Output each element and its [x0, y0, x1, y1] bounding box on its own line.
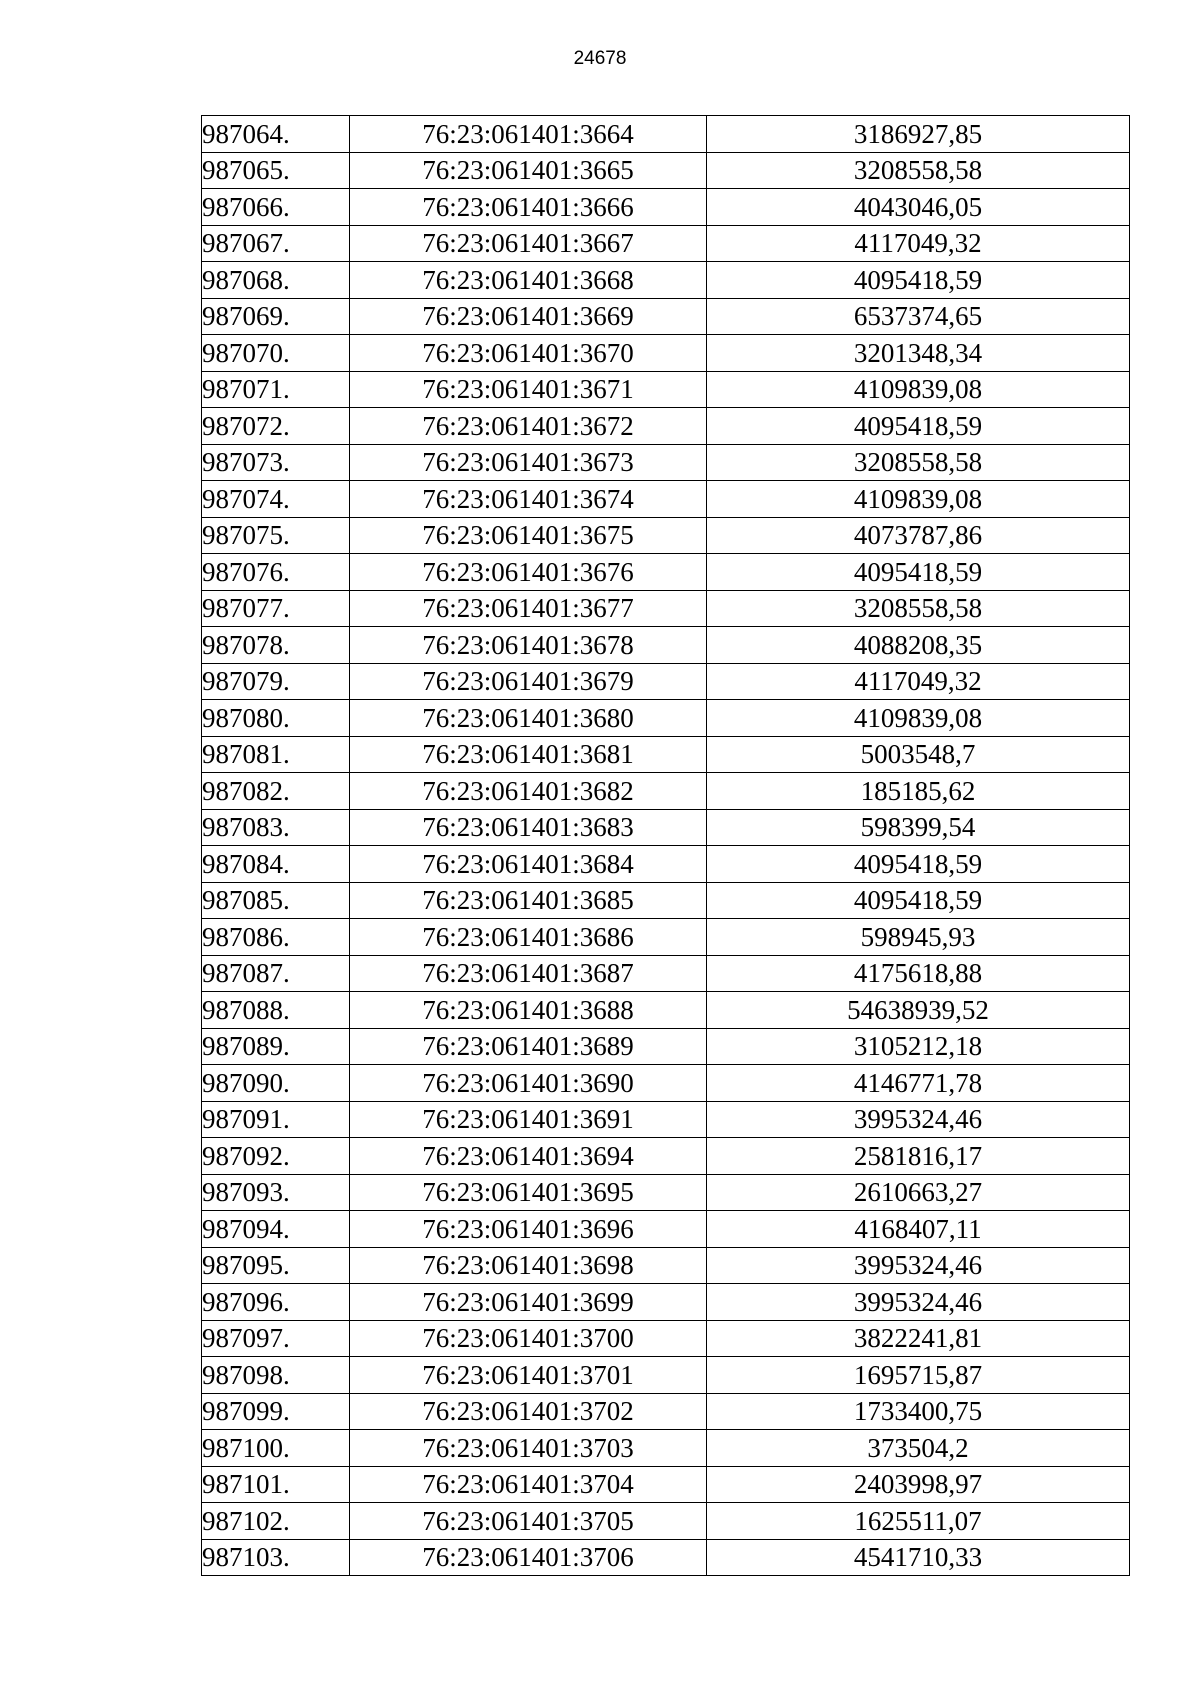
cadastral-value-cell: 1625511,07	[707, 1503, 1130, 1540]
row-number-cell: 987083.	[202, 809, 350, 846]
table-row	[202, 846, 1130, 883]
row-number-cell: 987101.	[202, 1466, 350, 1503]
row-number-cell: 987077.	[202, 590, 350, 627]
cadastral-value-cell: 4175618,88	[707, 955, 1130, 992]
row-number-cell: 987093.	[202, 1174, 350, 1211]
cadastral-number-cell: 76:23:061401:3702	[350, 1393, 707, 1430]
row-number-cell: 987103.	[202, 1539, 350, 1576]
cadastral-number-cell: 76:23:061401:3704	[350, 1466, 707, 1503]
row-number-cell: 987081.	[202, 736, 350, 773]
row-number-cell: 987097.	[202, 1320, 350, 1357]
cadastral-number-cell: 76:23:061401:3700	[350, 1320, 707, 1357]
row-number-cell: 987078.	[202, 627, 350, 664]
cadastral-number-cell: 76:23:061401:3691	[350, 1101, 707, 1138]
table-row	[202, 335, 1130, 372]
row-number-cell: 987099.	[202, 1393, 350, 1430]
cadastral-value-cell: 4095418,59	[707, 554, 1130, 591]
cadastral-value-cell: 4541710,33	[707, 1539, 1130, 1576]
cadastral-number-cell: 76:23:061401:3695	[350, 1174, 707, 1211]
cadastral-number-cell: 76:23:061401:3670	[350, 335, 707, 372]
table-row	[202, 773, 1130, 810]
cadastral-value-cell: 4146771,78	[707, 1065, 1130, 1102]
cadastral-number-cell: 76:23:061401:3706	[350, 1539, 707, 1576]
table-row	[202, 1065, 1130, 1102]
cadastral-value-cell: 4043046,05	[707, 189, 1130, 226]
cadastral-value-cell: 3105212,18	[707, 1028, 1130, 1065]
table-row	[202, 371, 1130, 408]
cadastral-number-cell: 76:23:061401:3685	[350, 882, 707, 919]
cadastral-number-cell: 76:23:061401:3671	[350, 371, 707, 408]
cadastral-value-cell: 2610663,27	[707, 1174, 1130, 1211]
cadastral-value-cell: 4073787,86	[707, 517, 1130, 554]
cadastral-value-cell: 54638939,52	[707, 992, 1130, 1029]
cadastral-number-cell: 76:23:061401:3699	[350, 1284, 707, 1321]
cadastral-number-cell: 76:23:061401:3679	[350, 663, 707, 700]
table-body	[202, 116, 1130, 1576]
row-number-cell: 987072.	[202, 408, 350, 445]
cadastral-number-cell: 76:23:061401:3701	[350, 1357, 707, 1394]
table-row	[202, 955, 1130, 992]
row-number-cell: 987102.	[202, 1503, 350, 1540]
cadastral-value-cell: 4109839,08	[707, 371, 1130, 408]
cadastral-value-cell: 3201348,34	[707, 335, 1130, 372]
row-number-cell: 987082.	[202, 773, 350, 810]
row-number-cell: 987065.	[202, 152, 350, 189]
row-number-cell: 987090.	[202, 1065, 350, 1102]
table-row	[202, 225, 1130, 262]
table-row	[202, 298, 1130, 335]
cadastral-value-cell: 3822241,81	[707, 1320, 1130, 1357]
cadastral-number-cell: 76:23:061401:3677	[350, 590, 707, 627]
cadastral-number-cell: 76:23:061401:3673	[350, 444, 707, 481]
cadastral-number-cell: 76:23:061401:3694	[350, 1138, 707, 1175]
row-number-cell: 987076.	[202, 554, 350, 591]
cadastral-value-cell: 4109839,08	[707, 700, 1130, 737]
table-row	[202, 481, 1130, 518]
cadastral-value-cell: 185185,62	[707, 773, 1130, 810]
row-number-cell: 987095.	[202, 1247, 350, 1284]
row-number-cell: 987067.	[202, 225, 350, 262]
row-number-cell: 987092.	[202, 1138, 350, 1175]
cadastral-number-cell: 76:23:061401:3667	[350, 225, 707, 262]
row-number-cell: 987080.	[202, 700, 350, 737]
cadastral-value-cell: 1733400,75	[707, 1393, 1130, 1430]
table-row	[202, 1466, 1130, 1503]
row-number-cell: 987088.	[202, 992, 350, 1029]
table-row	[202, 189, 1130, 226]
cadastral-number-cell: 76:23:061401:3696	[350, 1211, 707, 1248]
cadastral-number-cell: 76:23:061401:3678	[350, 627, 707, 664]
cadastral-value-cell: 3995324,46	[707, 1284, 1130, 1321]
row-number-cell: 987073.	[202, 444, 350, 481]
table-row	[202, 1101, 1130, 1138]
table-row	[202, 1211, 1130, 1248]
cadastral-value-cell: 4095418,59	[707, 882, 1130, 919]
table-row	[202, 554, 1130, 591]
table-row	[202, 408, 1130, 445]
cadastral-value-cell: 4117049,32	[707, 663, 1130, 700]
row-number-cell: 987086.	[202, 919, 350, 956]
cadastral-number-cell: 76:23:061401:3666	[350, 189, 707, 226]
cadastral-value-cell: 598945,93	[707, 919, 1130, 956]
table-row	[202, 1393, 1130, 1430]
cadastral-number-cell: 76:23:061401:3665	[350, 152, 707, 189]
cadastral-value-cell: 3186927,85	[707, 116, 1130, 153]
cadastral-value-cell: 4117049,32	[707, 225, 1130, 262]
cadastral-number-cell: 76:23:061401:3681	[350, 736, 707, 773]
row-number-cell: 987091.	[202, 1101, 350, 1138]
cadastral-number-cell: 76:23:061401:3675	[350, 517, 707, 554]
row-number-cell: 987071.	[202, 371, 350, 408]
row-number-cell: 987075.	[202, 517, 350, 554]
cadastral-value-cell: 4095418,59	[707, 262, 1130, 299]
cadastral-number-cell: 76:23:061401:3698	[350, 1247, 707, 1284]
row-number-cell: 987094.	[202, 1211, 350, 1248]
row-number-cell: 987087.	[202, 955, 350, 992]
row-number-cell: 987096.	[202, 1284, 350, 1321]
cadastral-value-cell: 2581816,17	[707, 1138, 1130, 1175]
table-row	[202, 517, 1130, 554]
cadastral-number-cell: 76:23:061401:3680	[350, 700, 707, 737]
table-row	[202, 1028, 1130, 1065]
table-row	[202, 1430, 1130, 1467]
table-row	[202, 809, 1130, 846]
row-number-cell: 987069.	[202, 298, 350, 335]
table-row	[202, 663, 1130, 700]
cadastral-number-cell: 76:23:061401:3690	[350, 1065, 707, 1102]
cadastral-value-cell: 4088208,35	[707, 627, 1130, 664]
table-row	[202, 116, 1130, 153]
cadastral-value-cell: 3208558,58	[707, 152, 1130, 189]
cadastral-value-cell: 3995324,46	[707, 1101, 1130, 1138]
table-row	[202, 1138, 1130, 1175]
table-row	[202, 1284, 1130, 1321]
page-number: 24678	[573, 48, 627, 69]
cadastral-number-cell: 76:23:061401:3705	[350, 1503, 707, 1540]
cadastral-value-cell: 3995324,46	[707, 1247, 1130, 1284]
cadastral-value-cell: 4168407,11	[707, 1211, 1130, 1248]
row-number-cell: 987098.	[202, 1357, 350, 1394]
table-row	[202, 700, 1130, 737]
table-row	[202, 1539, 1130, 1576]
table-row	[202, 627, 1130, 664]
cadastral-number-cell: 76:23:061401:3684	[350, 846, 707, 883]
table-row	[202, 919, 1130, 956]
table-row	[202, 736, 1130, 773]
cadastral-number-cell: 76:23:061401:3683	[350, 809, 707, 846]
table-row	[202, 152, 1130, 189]
table-row	[202, 1174, 1130, 1211]
cadastral-value-cell: 5003548,7	[707, 736, 1130, 773]
row-number-cell: 987100.	[202, 1430, 350, 1467]
cadastral-number-cell: 76:23:061401:3703	[350, 1430, 707, 1467]
cadastral-value-cell: 1695715,87	[707, 1357, 1130, 1394]
cadastral-value-cell: 373504,2	[707, 1430, 1130, 1467]
cadastral-number-cell: 76:23:061401:3676	[350, 554, 707, 591]
cadastral-value-cell: 4095418,59	[707, 846, 1130, 883]
cadastral-value-cell: 4095418,59	[707, 408, 1130, 445]
row-number-cell: 987084.	[202, 846, 350, 883]
table-row	[202, 590, 1130, 627]
cadastral-number-cell: 76:23:061401:3672	[350, 408, 707, 445]
cadastral-value-cell: 6537374,65	[707, 298, 1130, 335]
row-number-cell: 987074.	[202, 481, 350, 518]
cadastral-number-cell: 76:23:061401:3682	[350, 773, 707, 810]
row-number-cell: 987085.	[202, 882, 350, 919]
table-row	[202, 262, 1130, 299]
row-number-cell: 987066.	[202, 189, 350, 226]
table-row	[202, 1247, 1130, 1284]
cadastral-value-cell: 2403998,97	[707, 1466, 1130, 1503]
cadastral-number-cell: 76:23:061401:3668	[350, 262, 707, 299]
row-number-cell: 987070.	[202, 335, 350, 372]
cadastral-number-cell: 76:23:061401:3669	[350, 298, 707, 335]
table-row	[202, 992, 1130, 1029]
cadastral-value-cell: 3208558,58	[707, 590, 1130, 627]
cadastral-number-cell: 76:23:061401:3689	[350, 1028, 707, 1065]
cadastral-value-cell: 4109839,08	[707, 481, 1130, 518]
cadastral-value-table	[201, 115, 1130, 1576]
cadastral-value-cell: 598399,54	[707, 809, 1130, 846]
cadastral-value-cell: 3208558,58	[707, 444, 1130, 481]
table-row	[202, 1357, 1130, 1394]
cadastral-number-cell: 76:23:061401:3674	[350, 481, 707, 518]
row-number-cell: 987079.	[202, 663, 350, 700]
row-number-cell: 987064.	[202, 116, 350, 153]
table-row	[202, 882, 1130, 919]
cadastral-number-cell: 76:23:061401:3688	[350, 992, 707, 1029]
cadastral-number-cell: 76:23:061401:3686	[350, 919, 707, 956]
table-row	[202, 444, 1130, 481]
cadastral-number-cell: 76:23:061401:3687	[350, 955, 707, 992]
row-number-cell: 987089.	[202, 1028, 350, 1065]
table-row	[202, 1503, 1130, 1540]
cadastral-number-cell: 76:23:061401:3664	[350, 116, 707, 153]
row-number-cell: 987068.	[202, 262, 350, 299]
table-row	[202, 1320, 1130, 1357]
